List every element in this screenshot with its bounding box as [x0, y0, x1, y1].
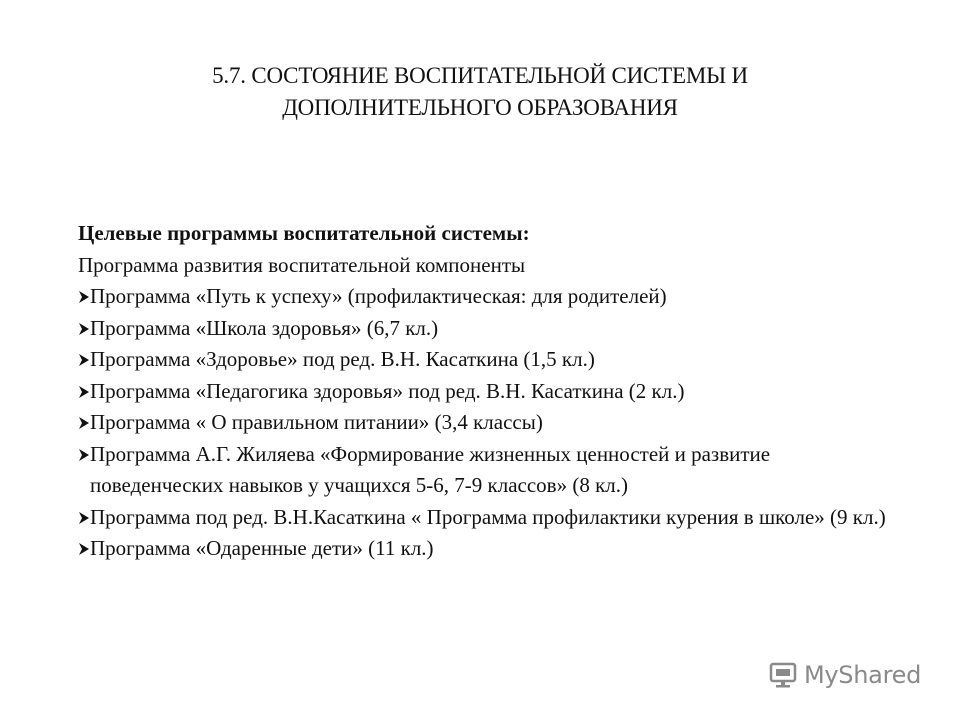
list-item [78, 502, 908, 534]
arrow-bullet-icon [78, 511, 90, 525]
arrow-bullet-icon [78, 385, 90, 399]
list-item-text: Программа « О правильном питании» (3,4 классы) [90, 410, 543, 434]
arrow-bullet-icon [78, 542, 90, 556]
arrow-bullet-icon [78, 290, 90, 304]
list-item [78, 376, 908, 408]
list-item [78, 313, 908, 345]
intro-line: Программа развития воспитательной компоненты [78, 252, 526, 277]
list-item-text: Программа А.Г. Жиляева «Формирование жизненных ценностей и развитие поведенческих навыков у учащихся 5-6, 7-9 классов» (8 кл.) [90, 441, 771, 497]
arrow-bullet-icon [78, 448, 90, 462]
section-heading: Целевые программы воспитательной системы: [78, 221, 530, 245]
list-item [78, 439, 908, 502]
list-item-text: Программа «Школа здоровья» (6,7 кл.) [90, 315, 439, 340]
arrow-bullet-icon [78, 353, 90, 367]
title-line-2: ДОПОЛНИТЕЛЬНОГО ОБРАЗОВАНИЯ [282, 95, 678, 120]
program-list [78, 281, 908, 565]
myshared-logo-icon [768, 661, 798, 689]
list-item [78, 533, 908, 565]
arrow-bullet-icon [78, 416, 90, 430]
content-body [78, 218, 908, 565]
list-item-text: Программа «Педагогика здоровья» под ред. В.Н. Касаткина (2 кл.) [90, 378, 685, 403]
watermark-text: MyShared [804, 661, 922, 689]
list-item-text: Программа «Здоровье» под ред. В.Н. Касаткина (1,5 кл.) [90, 347, 595, 371]
list-item-text: Программа под ред. В.Н.Касаткина « Программа профилактики курения в школе» (9 кл.) [90, 504, 886, 529]
watermark [768, 658, 921, 692]
list-item-text: Программа «Путь к успеху» (профилактическая: для родителей) [90, 284, 667, 308]
list-item [78, 281, 908, 313]
list-item [78, 407, 908, 439]
list-item-text: Программа «Одаренные дети» (11 кл.) [90, 536, 434, 560]
title-line-1: 5.7. СОСТОЯНИЕ ВОСПИТАТЕЛЬНОЙ СИСТЕМЫ И [212, 63, 748, 88]
list-item [78, 344, 908, 376]
arrow-bullet-icon [78, 322, 90, 336]
page-title [0, 60, 960, 124]
